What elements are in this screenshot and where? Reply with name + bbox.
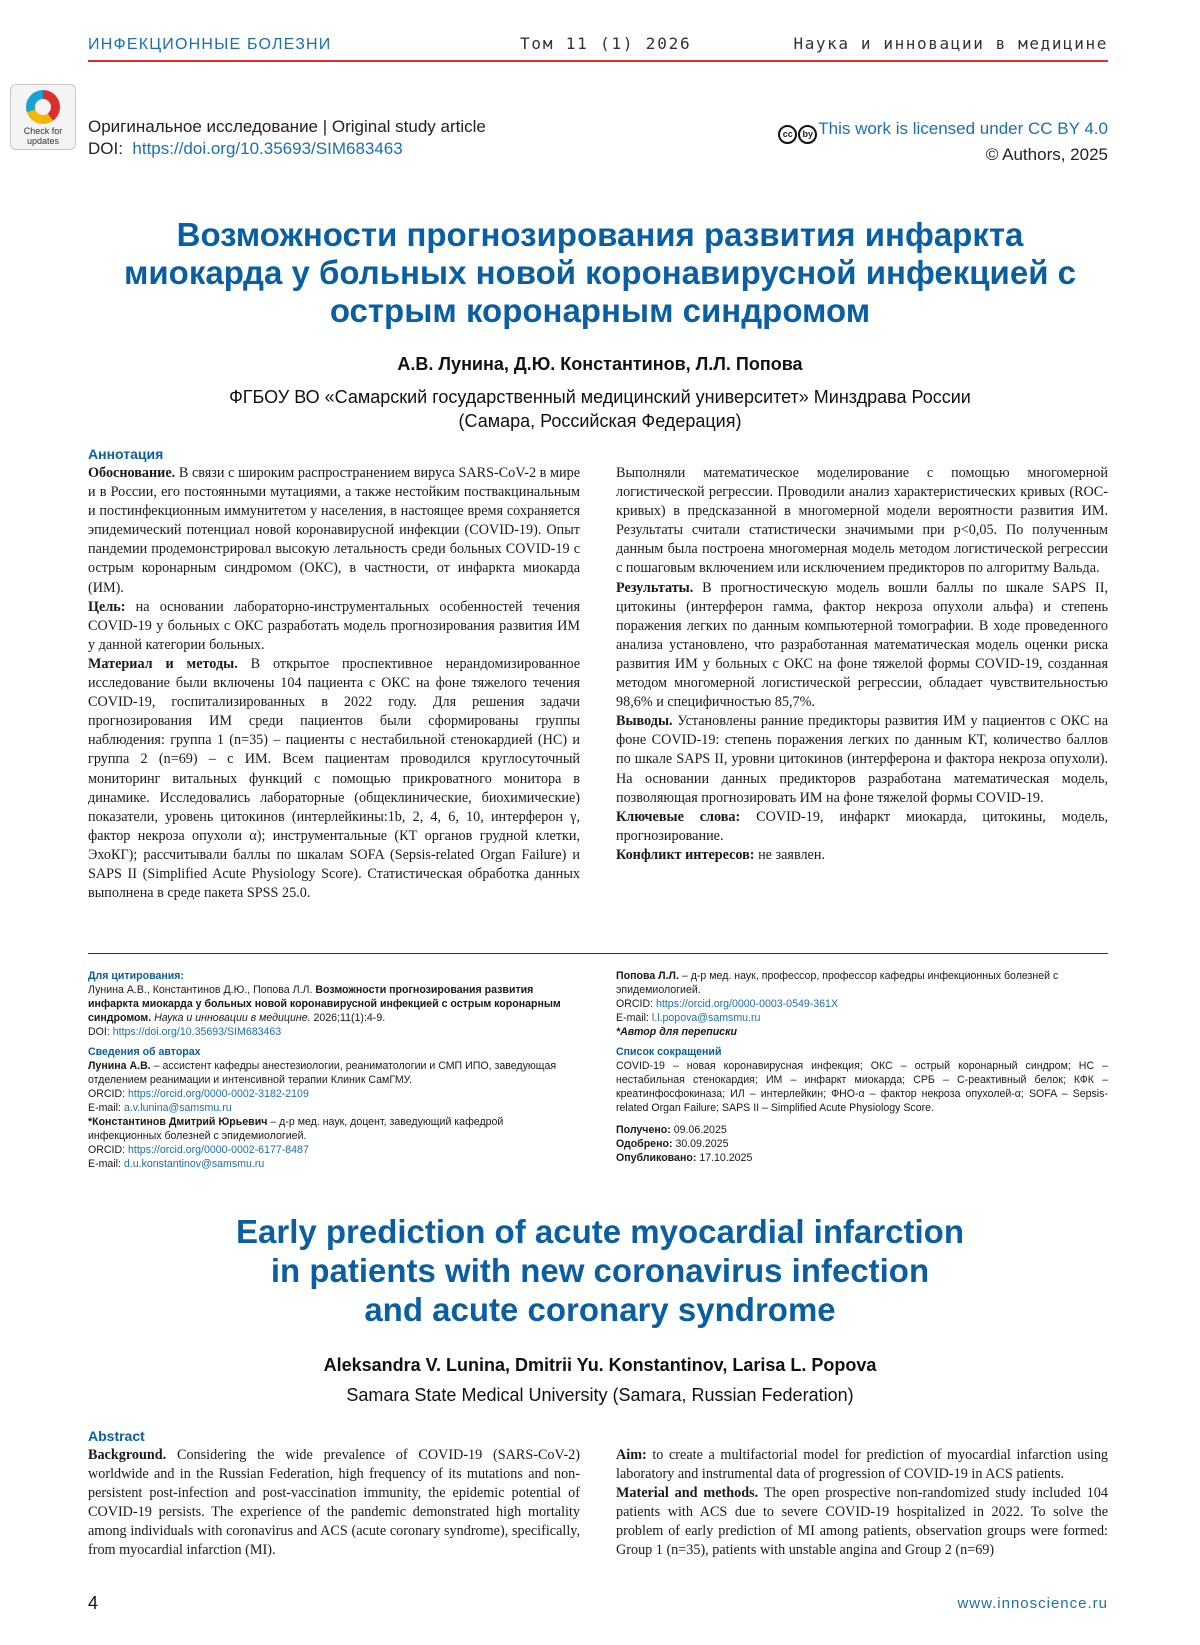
check-for-updates-badge[interactable] [10, 84, 76, 150]
authors-en: Aleksandra V. Lunina, Dmitrii Yu. Konstantinov, Larisa L. Popova [323, 1355, 877, 1375]
keywords-label-ru: Ключевые слова: [616, 808, 741, 825]
background-text-ru: В связи с широким распространением вируса SARS-CoV-2 в мире и в России, его постоянными мутациями, а также нестойким поствакцинальным и постинфекционным иммунитетом у населения, в настоящее время сохраняется эпидемический потенциал новой коронавирусной инфекции (COVID-19). Опыт пандемии продемонстрировал высокую летальность среди больных COVID-19 с острым коронарным синдромом (ОКС), в частности, от инфаркта миокарда (ИМ). [88, 465, 580, 596]
aim-label-ru: Цель: [88, 598, 126, 615]
approved-label: Одобрено: [616, 1138, 673, 1150]
citation-heading: Для цитирования: [88, 970, 184, 982]
citation-doi-label: DOI: [88, 1026, 110, 1038]
journal-section: ИНФЕКЦИОННЫЕ БОЛЕЗНИ [88, 36, 332, 53]
author1-email-label: E-mail: [88, 1102, 121, 1114]
author2-email[interactable]: d.u.konstantinov@samsmu.ru [123, 1158, 265, 1170]
citation-text [88, 983, 578, 1025]
conflict-text-ru: не заявлен. [758, 846, 825, 863]
author1-name: Лунина А.В. [88, 1060, 151, 1072]
conflict-label-ru: Конфликт интересов: [616, 846, 755, 863]
aim-label-en: Aim: [616, 1447, 647, 1463]
background-text-en: Considering the wide prevalence of COVID-19 (SARS-CoV-2) worldwide and in the Russian Federation, high frequency of its mutations and non-persistent post-infection and post-vaccination immunity, the epidemic potential of COVID-19 persists. The experience of the pandemic demonstrated high mortality among individuals with coronavirus and ACS (acute coronary syndrome), specifically, from myocardial infarction (MI). [88, 1447, 580, 1559]
section-divider [88, 953, 1108, 954]
journal-name: Наука и инновации в медицине [793, 34, 1108, 53]
copyright: © Authors, 2025 [985, 145, 1108, 164]
author1-desc: – ассистент кафедры анестезиологии, реаниматологии и СМП ИПО, заведующая отделением реанимации и интенсивной терапии Клиник СамГМУ. [88, 1060, 557, 1086]
corresponding-note: *Автор для переписки [616, 1026, 737, 1038]
title-en-line2: in patients with new coronavirus infection [270, 1252, 930, 1289]
background-label-en: Background. [88, 1447, 167, 1463]
methods-label-en: Material and methods. [616, 1485, 759, 1502]
aim-text-en: to create a multifactorial model for prediction of myocardial infarction using laboratory and instrumental data of progression of COVID-19 in ACS patients. [616, 1447, 1109, 1483]
conclusions-label-ru: Выводы. [616, 713, 673, 730]
article-type: Оригинальное исследование | Original study article [88, 117, 486, 136]
license-block [778, 118, 1108, 166]
abstract-ru-left-column [88, 464, 580, 903]
conclusions-text-ru: Установлены ранние предикторы развития ИМ у пациентов с ОКС на фоне COVID-19: степень поражения легких по данным КТ, количество баллов по шкале SAPS II, уровни цитокинов (интерферона и фактора некроза опухоли). На основании данных предикторов разработана математическая модель, позволяющая прогнозировать ИМ на фоне тяжелой формы COVID-19. [616, 713, 1108, 806]
published-label: Опубликовано: [616, 1152, 697, 1164]
citation-issue: 2026;11(1):4-9. [313, 1012, 386, 1024]
abbreviations-text: COVID-19 – новая коронавирусная инфекция; ОКС – острый коронарный синдром; НС – нестабильная стенокардия; ИМ – инфаркт миокарда; СРБ – С-реактивный белок; КФК – креатинфосфокиназа; ИЛ – интерлейкин; ФНО-α – фактор некроза опухолей-α; SOFA – Sepsis-related Organ Failure; SAPS II – Simplified Acute Physiology Score. [616, 1060, 1108, 1114]
keywords-text-ru: COVID-19, инфаркт миокарда, цитокины, модель, прогнозирование. [616, 808, 1108, 844]
results-label-ru: Результаты. [616, 579, 694, 596]
affiliation-ru [100, 385, 1100, 433]
article-meta [88, 116, 486, 160]
article-title-ru: Возможности прогнозирования развития инфаркта миокарда у больных новой коронавирусной инфекцией с острым коронарным синдромом [123, 216, 1077, 329]
author3-email[interactable]: l.l.popova@samsmu.ru [651, 1012, 761, 1024]
abstract-heading-en: Abstract [88, 1428, 145, 1444]
affiliation-en: Samara State Medical University (Samara, Russian Federation) [346, 1385, 854, 1405]
abstract-ru-right-column [616, 464, 1108, 865]
license-link[interactable]: This work is licensed under CC BY 4.0 [818, 119, 1108, 138]
background-label-ru: Обоснование. [88, 465, 176, 481]
author1-orcid[interactable]: https://orcid.org/0000-0002-3182-2109 [128, 1088, 309, 1100]
author3-desc: – д-р мед. наук, профессор, профессор кафедры инфекционных болезней с эпидемиологией. [616, 970, 1059, 996]
author2-desc: – д-р мед. наук, доцент, заведующий кафедрой инфекционных болезней с эпидемиологией. [88, 1116, 504, 1142]
author3-orcid-label: ORCID: [616, 998, 654, 1010]
results-text-ru: В прогностическую модель вошли баллы по шкале SAPS II, цитокины (интерферон гамма, фактор некроза опухоли альфа) и степень поражения легких по данным компьютерной томографии. В ходе проведенного анализа установлено, что разработанная математическая модель оценки риска развития ИМ у больных с ОКС на фоне тяжелой формы COVID-19, созданная методом многомерной логистической регрессии, обладает чувствительностью 98,6% и специфичностью 85,7%. [616, 579, 1109, 711]
info-right-column [616, 969, 1108, 1165]
author3-email-label: E-mail: [616, 1012, 649, 1024]
check-updates-label: Check for updates [23, 126, 63, 146]
abstract-heading-ru: Аннотация [88, 446, 164, 462]
abstract-en-right-column [616, 1446, 1108, 1561]
aim-text-ru: на основании лабораторно-инструментальных особенностей течения COVID-19 у больных с ОКС разработать модель прогнозирования развития ИМ у данной категории больных. [88, 598, 581, 653]
published-date: 17.10.2025 [699, 1152, 753, 1164]
header-divider [88, 60, 1108, 62]
approved-date: 30.09.2025 [675, 1138, 729, 1150]
page-number: 4 [88, 1593, 99, 1613]
affiliation-ru-line1: ФГБОУ ВО «Самарский государственный медицинский университет» Минздрава России [229, 387, 971, 407]
abbreviations-heading: Список сокращений [616, 1046, 722, 1058]
citation-title: Возможности прогнозирования развития инфаркта миокарда у больных новой коронавирусной инфекцией с острым коронарным синдромом. [88, 984, 561, 1024]
check-updates-icon [26, 90, 60, 124]
received-label: Получено: [616, 1124, 671, 1136]
doi-link[interactable]: https://doi.org/10.35693/SIM683463 [132, 139, 403, 158]
doi-label: DOI: [88, 139, 123, 158]
methods-text-ru: В открытое проспективное нерандомизированное исследование были включены 104 пациента с ОКС на фоне тяжелого течения COVID-19, госпитализированных в 2022 году. Для решения задачи прогнозирования ИМ среди пациентов были сформированы группы наблюдения: группа 1 (n=35) – пациенты с нестабильной стенокардией (НС) и группа 2 (n=69) – с ИМ. Всем пациентам проводился круглосуточный мониторинг витальных функций с помощью прикроватного монитора в динамике. Исследовались лабораторные (общеклинические, биохимические) показатели, уровень цитокинов (интерлейкины:1b, 2, 4, 6, 10, интерферон γ, фактор некроза опухоли α); инструментальные (КТ органов грудной клетки, ЭхоКГ); рассчитывали баллы по шкалам SOFA (Sepsis-related Organ Failure) и SAPS II (Simplified Acute Physiology Score). Статистическая обработка данных выполнена в среде пакета SPSS 25.0. [88, 655, 581, 902]
author2-orcid[interactable]: https://orcid.org/0000-0002-6177-8487 [128, 1144, 309, 1156]
methods-label-ru: Материал и методы. [88, 655, 238, 672]
by-icon: by [798, 125, 817, 144]
title-en-line1: Early prediction of acute myocardial infarction [235, 1213, 964, 1250]
citation-authors: Лунина А.В., Константинов Д.Ю., Попова Л.Л. [88, 984, 313, 996]
author2-name: *Константинов Дмитрий Юрьевич [88, 1116, 268, 1128]
methods-text-en: The open prospective non-randomized study included 104 patients with ACS due to severe COVID-19 hospitalized in 2022. To solve the problem of early prediction of MI among patients, observation groups were formed: Group 1 (n=35), patients with unstable angina and Group 2 (n=69) [616, 1485, 1108, 1559]
abstract-en-left-column [88, 1446, 580, 1561]
article-title-en [100, 1212, 1100, 1329]
author2-email-label: E-mail: [88, 1158, 121, 1170]
info-left-column [88, 969, 578, 1171]
affiliation-ru-line2: (Самара, Российская Федерация) [458, 411, 742, 431]
methods-cont-ru: Выполняли математическое моделирование с помощью многомерной логистической регрессии. Проводили анализ характеристических кривых (ROC-кривых) в предсказанной в многомерной модели вероятности развития ИМ. Результаты считали статистически значимыми при p<0,05. По полученным данным была построена многомерная модель методом логистической регрессии с пошаговым включением или исключением предикторов по алгоритму Вальда. [616, 465, 1108, 577]
author2-orcid-label: ORCID: [88, 1144, 126, 1156]
title-en-line3: and acute coronary syndrome [364, 1291, 836, 1328]
citation-doi-link[interactable]: https://doi.org/10.35693/SIM683463 [112, 1026, 282, 1038]
author3-orcid[interactable]: https://orcid.org/0000-0003-0549-361X [656, 998, 839, 1010]
authors-info-heading: Сведения об авторах [88, 1046, 201, 1058]
authors-ru: А.В. Лунина, Д.Ю. Константинов, Л.Л. Попова [397, 354, 803, 374]
received-date: 09.06.2025 [673, 1124, 727, 1136]
author3-name: Попова Л.Л. [616, 970, 679, 982]
author1-orcid-label: ORCID: [88, 1088, 126, 1100]
citation-journal: Наука и инновации в медицине. [154, 1012, 311, 1024]
volume-issue: Том 11 (1) 2026 [520, 34, 692, 53]
footer-url[interactable]: www.innoscience.ru [957, 1595, 1108, 1612]
author1-email[interactable]: a.v.lunina@samsmu.ru [123, 1102, 232, 1114]
cc-icon: cc [778, 125, 797, 144]
